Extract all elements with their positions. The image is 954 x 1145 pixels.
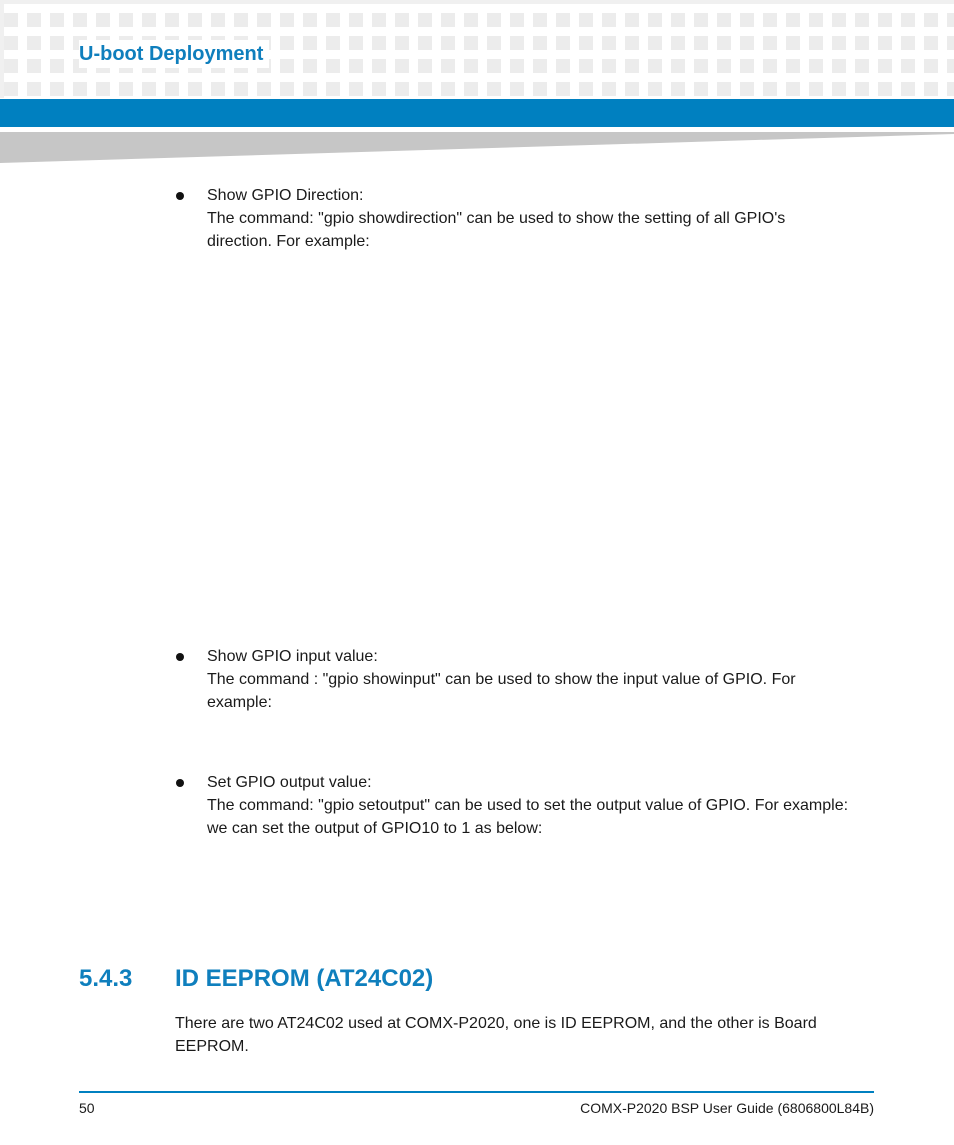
- running-header-title: U-boot Deployment: [79, 40, 269, 68]
- footer-rule: [79, 1091, 874, 1093]
- bullet-text: [207, 184, 876, 253]
- bullet-body-line: we can set the output of GPIO10 to 1 as below:: [207, 820, 543, 837]
- header-blue-bar: [0, 99, 954, 127]
- bullet-item-gpio-input: [176, 645, 876, 714]
- bullet-body-line: The command: "gpio setoutput" can be used to set the output value of GPIO. For example:: [207, 797, 849, 814]
- section-number: 5.4.3: [79, 965, 133, 992]
- section-paragraph: [175, 1012, 855, 1058]
- bullet-dot: [176, 653, 184, 661]
- footer-document-title: COMX-P2020 BSP User Guide (6806800L84B): [580, 1100, 874, 1116]
- bullet-text: [207, 771, 876, 840]
- bullet-heading: Set GPIO output value:: [207, 774, 372, 791]
- bullet-dot: [176, 192, 184, 200]
- paragraph-line: EEPROM.: [175, 1038, 249, 1055]
- bullet-body-line: direction. For example:: [207, 233, 370, 250]
- section-heading: [79, 962, 879, 996]
- bullet-heading: Show GPIO input value:: [207, 648, 378, 665]
- bullet-item-gpio-output: [176, 771, 876, 840]
- bullet-body-line: example:: [207, 694, 272, 711]
- paragraph-line: There are two AT24C02 used at COMX-P2020, one is ID EEPROM, and the other is Board: [175, 1015, 817, 1032]
- bullet-heading: Show GPIO Direction:: [207, 187, 364, 204]
- bullet-body-line: The command : "gpio showinput" can be used to show the input value of GPIO. For: [207, 671, 796, 688]
- bullet-body-line: The command: "gpio showdirection" can be used to show the setting of all GPIO's: [207, 210, 786, 227]
- bullet-text: [207, 645, 876, 714]
- footer-page-number: 50: [79, 1100, 95, 1116]
- bullet-item-gpio-direction: [176, 184, 876, 253]
- header-gray-wedge: [0, 127, 954, 163]
- bullet-dot: [176, 779, 184, 787]
- section-title: ID EEPROM (AT24C02): [175, 965, 434, 992]
